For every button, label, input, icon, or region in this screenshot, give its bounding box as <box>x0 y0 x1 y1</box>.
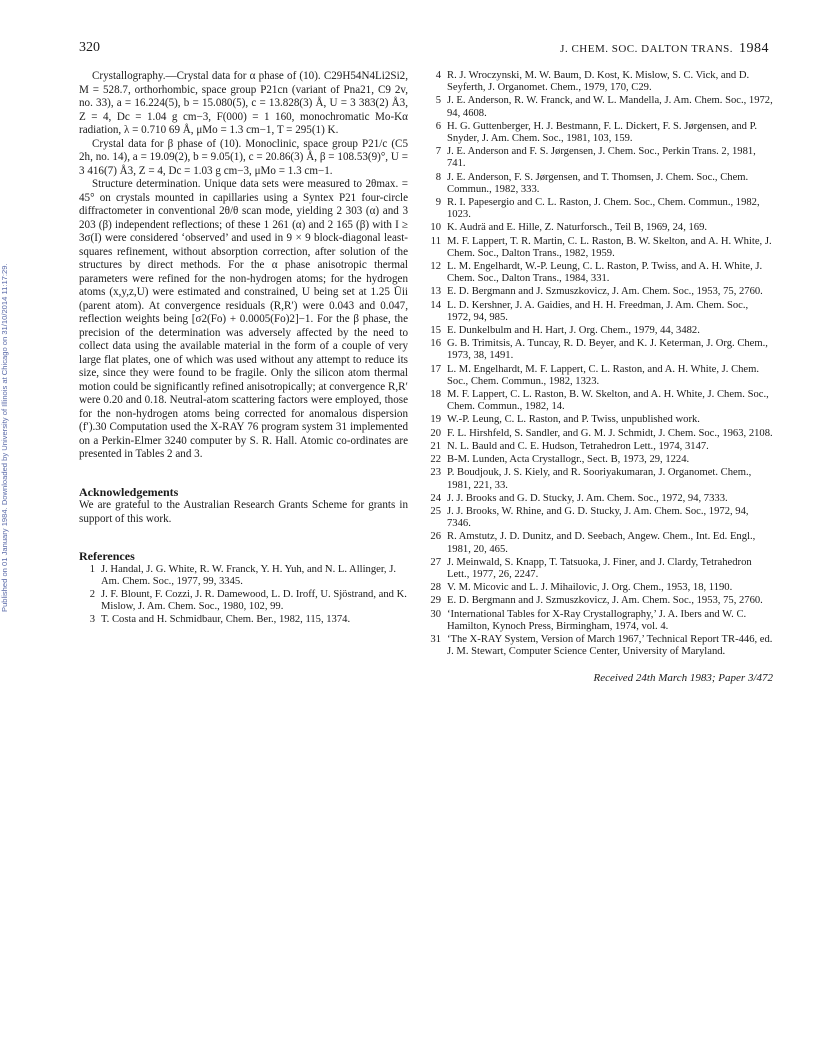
reference-item <box>425 364 773 388</box>
reference-text: F. L. Hirshfeld, S. Sandler, and G. M. J. Schmidt, J. Chem. Soc., 1963, 2108. <box>447 427 773 439</box>
reference-text: B-M. Lunden, Acta Crystallogr., Sect. B, 1973, 29, 1224. <box>447 454 690 466</box>
reference-number: 31 <box>430 633 441 645</box>
reference-number: 9 <box>435 197 441 209</box>
reference-text: M. F. Lappert, C. L. Raston, B. W. Skelton, and A. H. White, J. Chem. Soc., Chem. Commun., 1982, 14. <box>447 389 769 413</box>
reference-item <box>425 300 773 324</box>
reference-text: J. E. Anderson, R. W. Franck, and W. L. Mandella, J. Am. Chem. Soc., 1972, 94, 4608. <box>447 95 773 119</box>
reference-text: J. E. Anderson and F. S. Jørgensen, J. Chem. Soc., Perkin Trans. 2, 1981, 741. <box>447 146 756 170</box>
reference-number: 4 <box>435 70 441 81</box>
reference-item <box>425 197 773 221</box>
reference-text: J. F. Blount, F. Cozzi, J. R. Damewood, L. D. Iroff, U. Sjöstrand, and K. Mislow, J. Am. Chem. Soc., 1980, 102, 99. <box>101 588 407 613</box>
reference-number: 5 <box>435 95 441 107</box>
reference-item <box>425 338 773 362</box>
reference-item <box>425 146 773 170</box>
reference-text: ‘International Tables for X-Ray Crystallography,’ J. A. Ibers and W. C. Hamilton, Kynoch Press, Birmingham, 1974, vol. 4. <box>447 608 747 632</box>
download-sidebar-note: Published on 01 January 1984. Downloaded by University of Illinois at Chicago on 31/10/2014 11:17:29. <box>0 263 9 612</box>
page-number: 320 <box>79 40 100 55</box>
reference-item <box>425 428 773 440</box>
reference-text: J. J. Brooks, W. Rhine, and G. D. Stucky, J. Am. Chem. Soc., 1972, 94, 7346. <box>447 505 749 530</box>
received-date: Received 24th March 1983; Paper 3/472 <box>593 672 773 685</box>
reference-number: 11 <box>430 235 441 247</box>
reference-text: L. D. Kershner, J. A. Gaidies, and H. H. Freedman, J. Am. Chem. Soc., 1972, 94, 985. <box>447 299 749 323</box>
reference-text: G. B. Trimitsis, A. Tuncay, R. D. Beyer, and K. J. Keterman, J. Org. Chem., 1973, 38, 1491. <box>447 338 768 362</box>
reference-item <box>425 531 773 555</box>
reference-text: V. M. Micovic and L. J. Mihailovic, J. Org. Chem., 1953, 18, 1190. <box>447 582 733 594</box>
reference-number: 2 <box>89 588 95 600</box>
reference-number: 12 <box>430 261 441 273</box>
reference-number: 17 <box>430 363 441 375</box>
reference-list-right <box>425 70 773 658</box>
reference-text: H. G. Guttenberger, H. J. Bestmann, F. L. Dickert, F. S. Jørgensen, and P. Snyder, J. Am. Chem. Soc., 1981, 103, 159. <box>447 120 757 145</box>
reference-item <box>425 222 773 234</box>
reference-number: 28 <box>430 582 441 594</box>
reference-number: 23 <box>430 467 441 479</box>
reference-item <box>425 582 773 594</box>
reference-item <box>425 634 773 658</box>
reference-number: 15 <box>430 325 441 337</box>
reference-text: R. J. Wroczynski, M. W. Baum, D. Kost, K. Mislow, S. C. Vick, and D. Seyferth, J. Organomet. Chem., 1979, 170, C29. <box>447 70 750 94</box>
reference-text: T. Costa and H. Schmidbaur, Chem. Ber., 1982, 115, 1374. <box>101 614 351 626</box>
reference-number: 19 <box>430 414 441 426</box>
journal-header <box>560 41 769 57</box>
reference-text: J. J. Brooks and G. D. Stucky, J. Am. Chem. Soc., 1972, 94, 7333. <box>447 492 728 504</box>
reference-item <box>425 441 773 453</box>
acknowledgements-heading: Acknowledgements <box>79 484 179 499</box>
reference-number: 20 <box>430 427 441 439</box>
reference-number: 8 <box>435 171 441 183</box>
reference-item <box>425 70 773 94</box>
body-paragraph: Structure determination. Unique data sets were measured to 2θmax. = 45° on crystals mounted in capillaries using a Syntex P21 four-circle diffractometer in conventional 2θ/θ scan mode, yielding 2 303 (α) and 3 203 (β) independent reflections; of these 1 261 (α) and 2 165 (β) with I ≥ 3σ(I) were considered ‘observed’ and used in 9 × 9 block-diagonal least-squares refinement, without absorption correction, after solution of the structures by direct methods. For the α phase anisotropic thermal parameters were refined for the non-hydrogen atoms; for the hydrogen atoms (x,y,z,U) were estimated and constrained, U being set at 1.25 Ūii (parent atom). At convergence residuals (R,R′) were 0.043 and 0.047, reflection weights being [σ2(Fo) + 0.0005(Fo)2]−1. For the β phase, the precision of the determination was adversely affected by the need to collect data using the available material in the form of a couple of very large flat plates, one of which was used without any attempt to reduce its size, since they were found to be fragile. Only the silicon atom thermal motion could be significantly refined anisotropically; at convergence R,R′ were 0.20 and 0.18. Neutral-atom scattering factors were employed, those for the non-hydrogen atoms being corrected for anomalous dispersion (f′).30 Computation used the X-RAY 76 program system 31 implemented on a Perkin-Elmer 3240 computer by S. R. Hall. Atomic co-ordinates are presented in Tables 2 and 3. <box>79 178 408 460</box>
body-paragraph: Crystallography.—Crystal data for α phase of (10). C29H54N4Li2Si2, M = 528.7, orthorhombic, space group P21cn (variant of Pna21, C9 2v, no. 33), a = 16.224(5), b = 15.080(5), c = 13.828(3) Å, U = 3 383(2) Å3, Z = 4, Dc = 1.04 g cm−3, F(000) = 1 160, monochromatic Mo-Kα radiation, λ = 0.710 69 Å, μMo = 1.3 cm−1, T = 295(1) K. <box>79 70 408 136</box>
reference-item <box>425 414 773 426</box>
reference-number: 3 <box>89 614 95 626</box>
reference-item <box>425 325 773 337</box>
reference-text: J. E. Anderson, F. S. Jørgensen, and T. Thomsen, J. Chem. Soc., Chem. Commun., 1982, 333. <box>447 171 749 195</box>
reference-number: 25 <box>430 505 441 517</box>
reference-item <box>425 454 773 466</box>
reference-number: 16 <box>430 338 441 350</box>
acknowledgements-text: We are grateful to the Australian Research Grants Scheme for grants in support of this work. <box>79 499 408 525</box>
reference-number: 13 <box>430 286 441 298</box>
reference-item <box>425 467 773 491</box>
reference-item <box>425 595 773 607</box>
left-column <box>79 70 408 628</box>
reference-item <box>425 609 773 633</box>
reference-number: 27 <box>430 556 441 568</box>
body-paragraph: Crystal data for β phase of (10). Monoclinic, space group P21/c (C5 2h, no. 14), a = 19.09(2), b = 9.05(1), c = 20.86(3) Å, β = 108.53(9)°, U = 3 416(7) Å3, Z = 4, Dc = 1.03 g cm−3, μMo = 1.3 cm−1. <box>79 137 408 177</box>
reference-text: ‘The X-RAY System, Version of March 1967,’ Technical Report TR-446, ed. J. M. Stewart, Computer Science Center, University of Maryland. <box>447 633 773 658</box>
reference-text: W.-P. Leung, C. L. Raston, and P. Twiss, unpublished work. <box>447 414 700 426</box>
reference-number: 18 <box>430 389 441 401</box>
reference-item <box>425 121 773 145</box>
reference-text: J. Handal, J. G. White, R. W. Franck, Y. H. Yuh, and N. L. Allinger, J. Am. Chem. Soc., 1977, 99, 3345. <box>101 563 397 587</box>
reference-text: E. D. Bergmann and J. Szmuszkovicz, J. Am. Chem. Soc., 1953, 75, 2760. <box>447 286 763 298</box>
reference-text: J. Meinwald, S. Knapp, T. Tatsuoka, J. Finer, and J. Clardy, Tetrahedron Lett., 1977, 26, 2247. <box>447 556 752 580</box>
reference-number: 22 <box>430 454 441 466</box>
reference-item <box>425 236 773 260</box>
reference-number: 10 <box>430 222 441 234</box>
reference-text: R. Amstutz, J. D. Dunitz, and D. Seebach, Angew. Chem., Int. Ed. Engl., 1981, 20, 465. <box>447 531 756 555</box>
right-column <box>425 70 773 685</box>
reference-item <box>425 389 773 413</box>
reference-item <box>79 564 408 588</box>
reference-number: 6 <box>435 120 441 132</box>
reference-number: 14 <box>430 299 441 311</box>
reference-number: 21 <box>430 440 441 452</box>
references-heading: References <box>79 549 135 563</box>
reference-text: L. M. Engelhardt, W.-P. Leung, C. L. Raston, P. Twiss, and A. H. White, J. Chem. Soc., Dalton Trans., 1984, 331. <box>447 261 763 285</box>
reference-item <box>425 286 773 298</box>
journal-title: J. CHEM. SOC. DALTON TRANS. <box>560 43 733 55</box>
reference-text: P. Boudjouk, J. S. Kiely, and R. Sooriyakumaran, J. Organomet. Chem., 1981, 221, 33. <box>447 467 752 491</box>
reference-item <box>425 557 773 581</box>
reference-item <box>425 506 773 530</box>
reference-number: 26 <box>430 531 441 543</box>
reference-number: 1 <box>89 563 95 575</box>
reference-text: E. Dunkelbulm and H. Hart, J. Org. Chem., 1979, 44, 3482. <box>447 325 700 337</box>
reference-number: 24 <box>430 492 441 504</box>
reference-item <box>79 589 408 613</box>
reference-text: N. L. Bauld and C. E. Hudson, Tetrahedron Lett., 1974, 3147. <box>447 440 709 452</box>
reference-text: M. F. Lappert, T. R. Martin, C. L. Raston, B. W. Skelton, and A. H. White, J. Chem. Soc., Dalton Trans., 1982, 1959. <box>447 235 772 259</box>
reference-number: 29 <box>430 595 441 607</box>
reference-list-left <box>79 564 408 627</box>
reference-item <box>425 172 773 196</box>
journal-year: 1984 <box>739 41 769 56</box>
reference-text: E. D. Bergmann and J. Szmuszkovicz, J. Am. Chem. Soc., 1953, 75, 2760. <box>447 595 763 607</box>
reference-item <box>79 614 408 626</box>
reference-item <box>425 261 773 285</box>
reference-number: 7 <box>435 146 441 158</box>
reference-text: R. I. Papesergio and C. L. Raston, J. Chem. Soc., Chem. Commun., 1982, 1023. <box>447 197 760 221</box>
reference-text: K. Audrä and E. Hille, Z. Naturforsch., Teil B, 1969, 24, 169. <box>447 222 708 234</box>
reference-item <box>425 95 773 119</box>
reference-number: 30 <box>430 608 441 620</box>
reference-item <box>425 493 773 505</box>
reference-text: L. M. Engelhardt, M. F. Lappert, C. L. Raston, and A. H. White, J. Chem. Soc., Chem. Commun., 1982, 1323. <box>447 363 760 387</box>
